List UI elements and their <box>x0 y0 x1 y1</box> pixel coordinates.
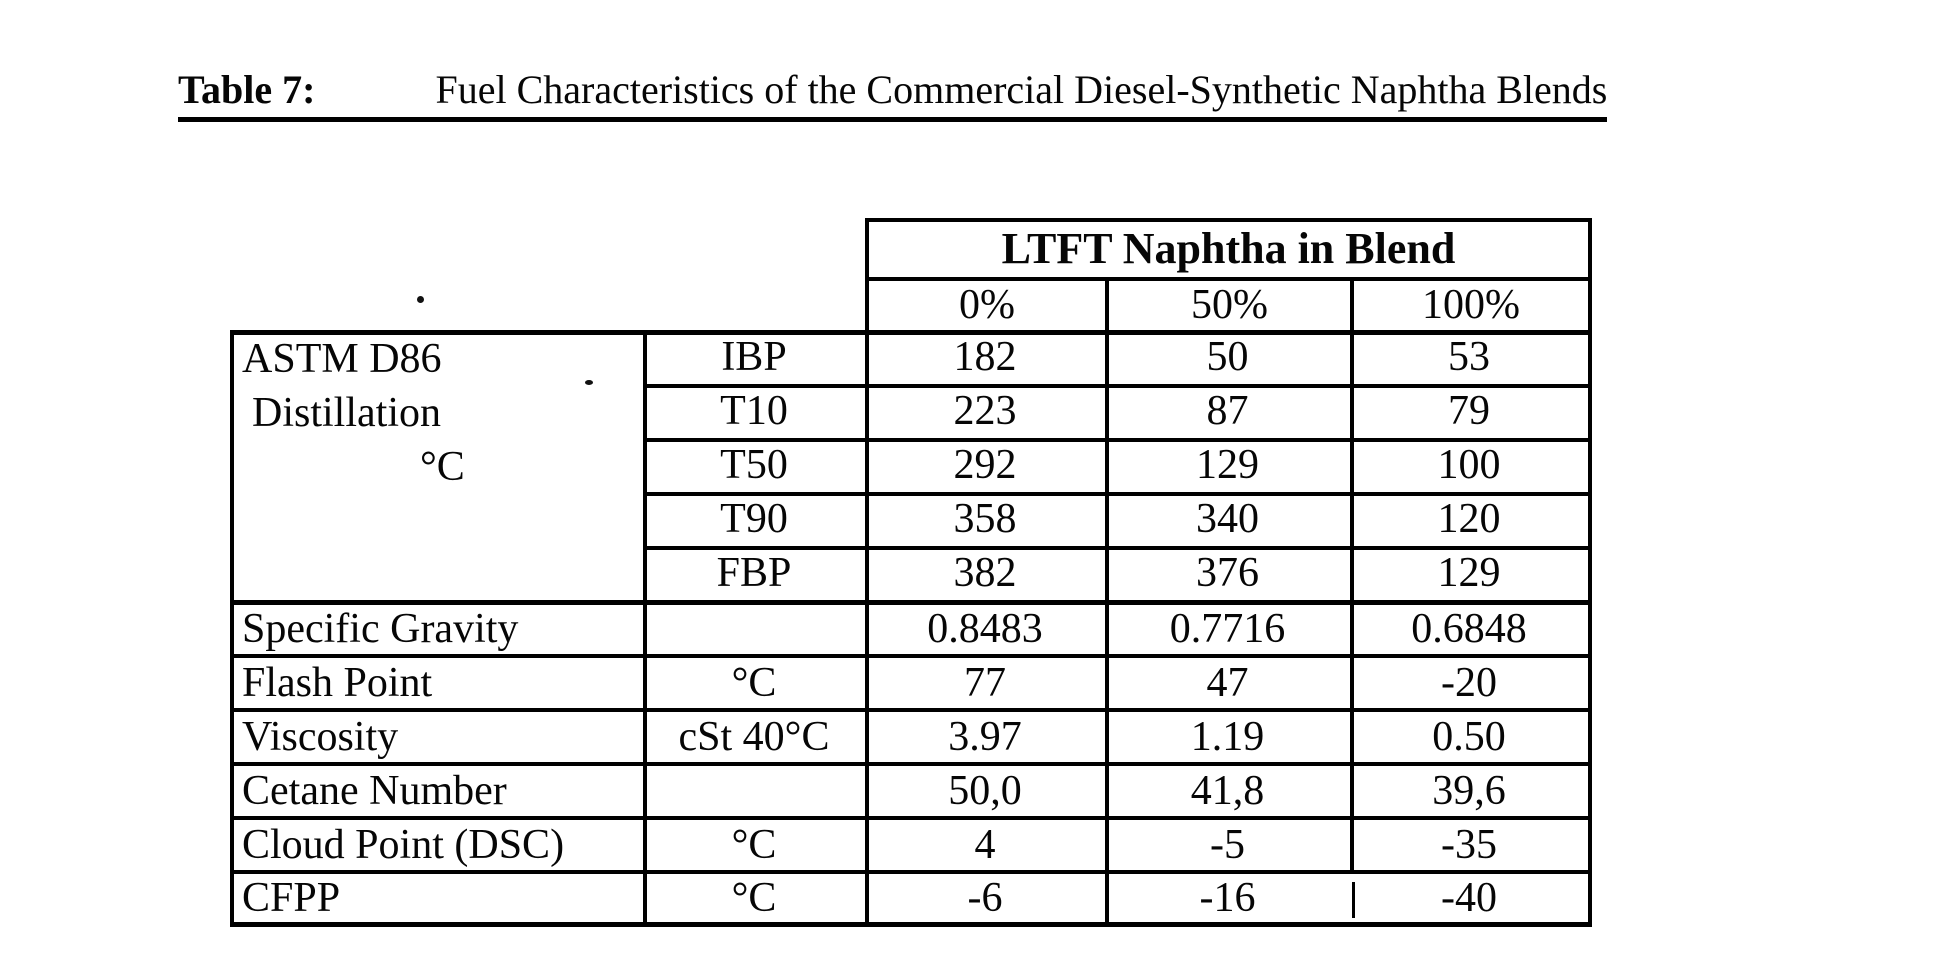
table-value: 0.6848 <box>1411 606 1527 652</box>
table-grid-line <box>230 922 1592 927</box>
row-label: Cetane Number <box>242 768 507 814</box>
table-value: 358 <box>953 496 1017 542</box>
column-group-header: LTFT Naphtha in Blend <box>1001 223 1456 273</box>
row-unit <box>647 766 861 816</box>
row-unit: °C <box>731 660 777 706</box>
column-header-100pct: 100% <box>1422 281 1520 328</box>
row-label: Specific Gravity <box>242 606 519 652</box>
row-label-distillation: Distillation <box>252 390 441 436</box>
dist-sublabel: IBP <box>721 334 787 380</box>
row-unit: °C <box>731 822 777 868</box>
table-value: 223 <box>953 388 1017 434</box>
table-value: 100 <box>1437 442 1501 488</box>
table-number-label: Table 7: <box>178 67 316 112</box>
row-label-astm-d86: ASTM D86 <box>242 336 442 382</box>
table-value: 376 <box>1196 550 1259 596</box>
row-unit: °C <box>731 875 777 921</box>
table-value: -20 <box>1441 660 1497 706</box>
table-caption <box>178 67 1608 122</box>
row-label: Flash Point <box>242 660 433 706</box>
table-value: 382 <box>953 550 1017 596</box>
row-label-degc: °C <box>420 444 465 490</box>
table-value: 4 <box>974 822 996 868</box>
row-unit <box>647 604 861 654</box>
table-value: 1.19 <box>1190 714 1265 760</box>
row-label: Cloud Point (DSC) <box>242 822 565 868</box>
table-value: 129 <box>1196 442 1259 488</box>
table-value: -40 <box>1441 875 1497 921</box>
dist-sublabel: T10 <box>720 388 788 434</box>
table-grid-line <box>1588 218 1592 926</box>
table-value: -6 <box>967 875 1003 921</box>
row-label: Viscosity <box>242 714 399 760</box>
table-value: -35 <box>1441 822 1497 868</box>
table-value: 0.50 <box>1432 714 1506 760</box>
table-value: -16 <box>1199 875 1256 921</box>
dist-sublabel: T50 <box>720 442 788 488</box>
table-value: 39,6 <box>1432 768 1506 814</box>
table-value: 41,8 <box>1190 768 1265 814</box>
scan-artifact-dot <box>417 296 424 303</box>
table-value: 292 <box>953 442 1017 488</box>
table-grid-line <box>230 330 234 926</box>
table-title-text: Fuel Characteristics of the Commercial Diesel-Synthetic Naphtha Blends <box>435 67 1608 112</box>
table-value: 47 <box>1206 660 1249 706</box>
table-value: 77 <box>964 660 1006 706</box>
table-value: 182 <box>953 334 1017 380</box>
table-value: 340 <box>1196 496 1259 542</box>
table-value: 50 <box>1206 334 1249 380</box>
column-header-50pct: 50% <box>1191 281 1268 328</box>
table-value: 3.97 <box>948 714 1022 760</box>
row-unit: cSt 40°C <box>678 714 830 760</box>
dist-sublabel: T90 <box>720 496 788 542</box>
dist-sublabel: FBP <box>716 550 792 596</box>
column-header-0pct: 0% <box>959 281 1015 328</box>
row-label: CFPP <box>242 875 341 921</box>
table-value: 120 <box>1437 496 1501 542</box>
table-value: -5 <box>1210 822 1245 868</box>
table-value: 0.8483 <box>927 606 1043 652</box>
table-value: 0.7716 <box>1169 606 1286 652</box>
table-value: 87 <box>1206 388 1249 434</box>
table-value: 53 <box>1448 334 1490 380</box>
table-value: 50,0 <box>948 768 1022 814</box>
table-value: 129 <box>1437 550 1501 596</box>
table-value: 79 <box>1448 388 1490 434</box>
